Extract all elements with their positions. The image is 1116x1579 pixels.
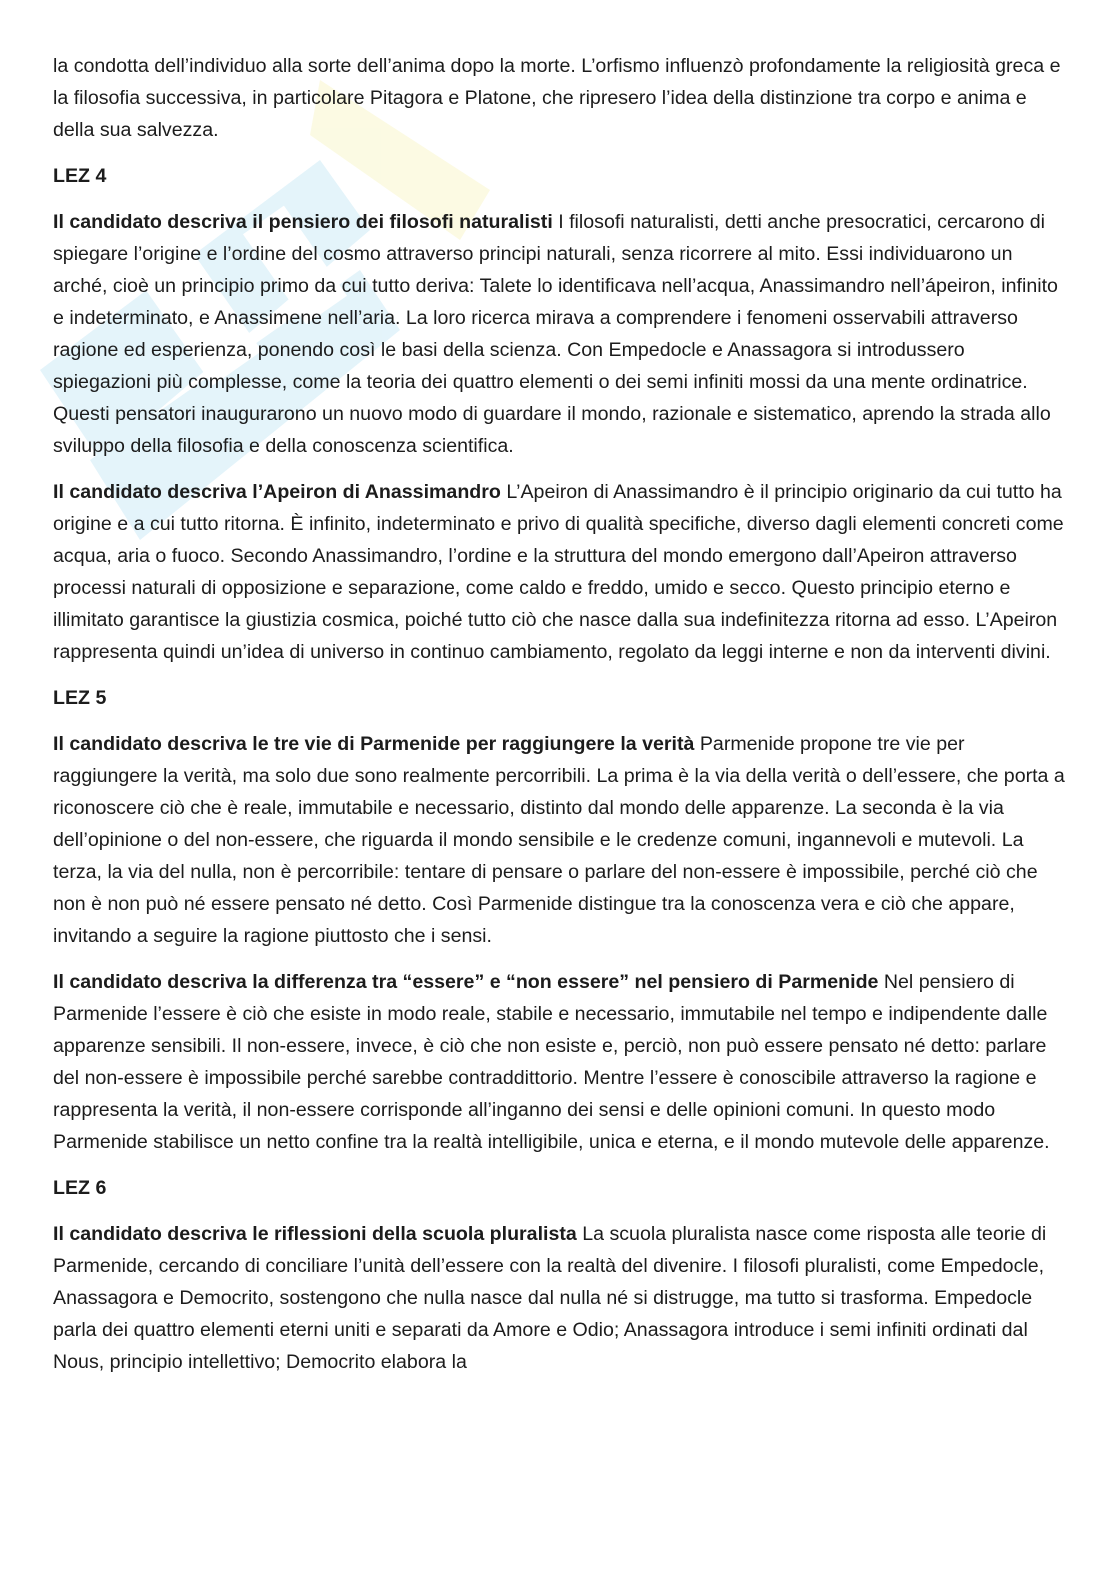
answer-text: I filosofi naturalisti, detti anche presocratici, cercarono di spiegare l’origine e l’ordine del cosmo attraverso principi naturali, senza ricorrere al mito. Essi individuarono un arché, cioè un principio primo da cui tutto deriva: Talete lo identificava nell’acqua, Anassimandro nell’ápeiron, infinito e indeterminato, e Anassimene nell’aria. La loro ricerca mirava a comprendere i fenomeni osservabili attraverso ragione ed esperienza, ponendo così le basi della scienza. Con Empedocle e Anassagora si introdussero spiegazioni più complesse, come la teoria dei quattro elementi o dei semi infiniti mossi da una mente ordinatrice. Questi pensatori inaugurarono un nuovo modo di guardare il mondo, razionale e sistematico, aprendo la strada allo sviluppo della filosofia e della conoscenza scientifica. bbox=[53, 211, 1058, 457]
document-body bbox=[53, 50, 1065, 1392]
answer-text: L’Apeiron di Anassimandro è il principio originario da cui tutto ha origine e a cui tutto ritorna. È infinito, indeterminato e privo di qualità specifiche, diverso dagli elementi concreti come acqua, aria o fuoco. Secondo Anassimandro, l’ordine e la struttura del mondo emergono dall’Apeiron attraverso processi naturali di opposizione e separazione, come caldo e freddo, umido e secco. Questo principio eterno e illimitato garantisce la giustizia cosmica, poiché tutto ciò che nasce dalla sua indefinitezza ritorna ad esso. L’Apeiron rappresenta quindi un’idea di universo in continuo cambiamento, regolato da leggi interne e non da interventi divini. bbox=[53, 481, 1064, 663]
paragraph-text: la condotta dell’individuo alla sorte dell’anima dopo la morte. L’orfismo influenzò profondamente la religiosità greca e la filosofia successiva, in particolare Pitagora e Platone, che ripresero l’idea della distinzione tra corpo e anima e della sua salvezza. bbox=[53, 55, 1061, 141]
question-text: Il candidato descriva il pensiero dei filosofi naturalisti bbox=[53, 211, 553, 233]
question-text: Il candidato descriva l’Apeiron di Anassimandro bbox=[53, 481, 501, 503]
qa-paragraph-essere-non-essere bbox=[53, 966, 1065, 1158]
question-text: Il candidato descriva le riflessioni della scuola pluralista bbox=[53, 1223, 577, 1245]
answer-text: La scuola pluralista nasce come risposta alle teorie di Parmenide, cercando di conciliare l’unità dell’essere con la realtà del divenire. I filosofi pluralisti, come Empedocle, Anassagora e Democrito, sostengono che nulla nasce dal nulla né si distrugge, ma tutto si trasforma. Empedocle parla dei quattro elementi eterni uniti e separati da Amore e Odio; Anassagora introduce i semi infiniti ordinati dal Nous, principio intellettivo; Democrito elabora la bbox=[53, 1223, 1047, 1373]
qa-paragraph-tre-vie-parmenide bbox=[53, 728, 1065, 952]
section-heading-lez-4: LEZ 4 bbox=[53, 165, 107, 187]
question-text: Il candidato descriva la differenza tra “essere” e “non essere” nel pensiero di Parmenide bbox=[53, 971, 879, 993]
section-heading-lez-5: LEZ 5 bbox=[53, 687, 107, 709]
qa-paragraph-filosofi-naturalisti bbox=[53, 206, 1065, 462]
question-text: Il candidato descriva le tre vie di Parmenide per raggiungere la verità bbox=[53, 733, 695, 755]
qa-paragraph-apeiron bbox=[53, 476, 1065, 668]
answer-text: Nel pensiero di Parmenide l’essere è ciò che esiste in modo reale, stabile e necessario, immutabile nel tempo e indipendente dalle apparenze sensibili. Il non-essere, invece, è ciò che non esiste e, perciò, non può essere pensato né detto: parlare del non-essere è impossibile perché sarebbe contraddittorio. Mentre l’essere è conoscibile attraverso la ragione e rappresenta la verità, il non-essere corrisponde all’inganno dei sensi e delle opinioni comuni. In questo modo Parmenide stabilisce un netto confine tra la realtà intelligibile, unica e eterna, e il mondo mutevole delle apparenze. bbox=[53, 971, 1050, 1153]
qa-paragraph-scuola-pluralista bbox=[53, 1218, 1065, 1378]
answer-text: Parmenide propone tre vie per raggiungere la verità, ma solo due sono realmente percorribili. La prima è la via della verità o dell’essere, che porta a riconoscere ciò che è reale, immutabile e necessario, distinto dal mondo delle apparenze. La seconda è la via dell’opinione o del non-essere, che riguarda il mondo sensibile e le credenze comuni, ingannevoli e mutevoli. La terza, la via del nulla, non è percorribile: tentare di pensare o parlare del non-essere è impossibile, perché ciò che non è non può né essere pensato né detto. Così Parmenide distingue tra la conoscenza vera e ciò che appare, invitando a seguire la ragione piuttosto che i sensi. bbox=[53, 733, 1065, 947]
paragraph-1 bbox=[53, 50, 1065, 146]
section-heading-lez-6: LEZ 6 bbox=[53, 1177, 107, 1199]
